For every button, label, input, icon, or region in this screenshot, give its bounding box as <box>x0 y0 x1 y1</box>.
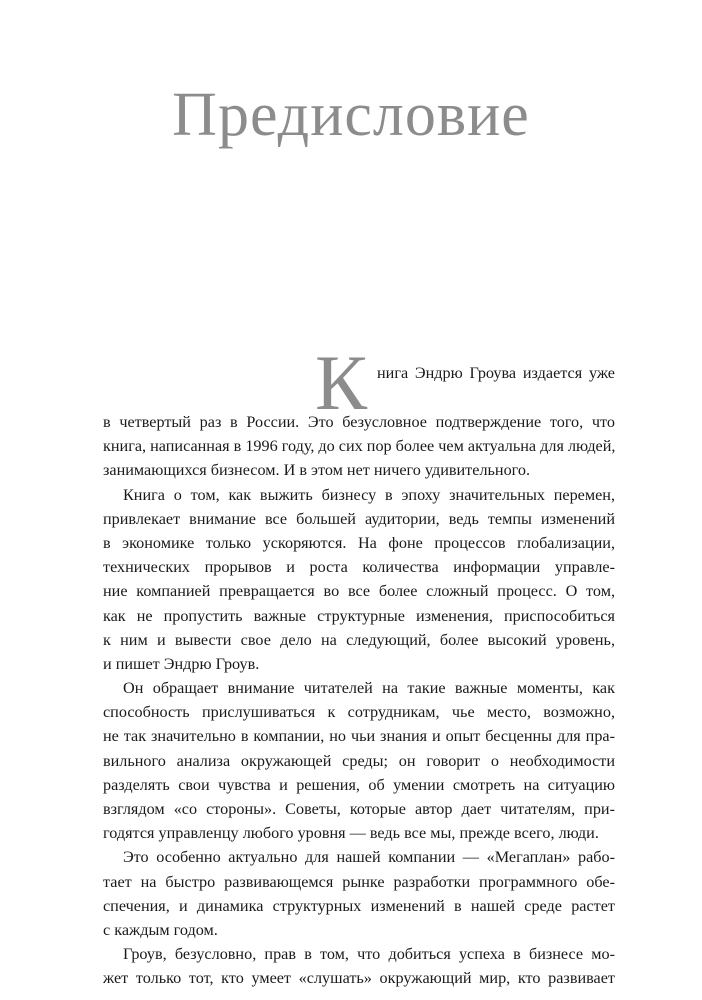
text-line: Гроув, безусловно, прав в том, что добиться успеха в бизнесе мо- <box>123 945 615 964</box>
page-title: Предисловие <box>172 81 530 149</box>
text-line: и пишет Эндрю Гроув. <box>103 654 260 673</box>
text-line: взглядом «со стороны». Советы, которые автор дает читателям, при- <box>103 800 615 818</box>
text-line: не так значительно в компании, но чьи знания и опыт бесценны для пра- <box>103 727 615 746</box>
drop-cap: К <box>315 339 368 426</box>
opener-line: нига Эндрю Гроува издается уже <box>377 364 615 382</box>
text-line: Книга о том, как выжить бизнесу в эпоху значительных перемен, <box>123 485 615 504</box>
text-line: технических прорывов и роста количества информации управле- <box>103 558 615 577</box>
text-line: способность прислушиваться к сотрудникам, чье место, возможно, <box>103 703 615 722</box>
text-line: разделять свои чувства и решения, об умении смотреть на ситуацию <box>103 775 615 794</box>
text-line: ние компанией превращается во все более сложный процесс. О том, <box>103 582 615 601</box>
text-line: к ним и вывести свое дело на следующий, более высокий уровень, <box>103 630 615 649</box>
text-line: годятся управленцу любого уровня — ведь все мы, прежде всего, люди. <box>103 824 599 843</box>
paragraph-opener <box>315 339 615 426</box>
text-line: в экономике только ускоряются. На фоне процессов глобализации, <box>103 533 615 552</box>
text-line: занимающихся бизнесом. И в этом нет ничего удивительного. <box>103 461 531 480</box>
text-line: в четвертый раз в России. Это безусловное подтверждение того, что <box>103 413 615 431</box>
body-text <box>103 410 615 991</box>
text-line: Это особенно актуально для нашей компании — «Мегаплан» рабо- <box>123 848 615 867</box>
text-line: привлекает внимание все большей аудитории, ведь темпы изменений <box>103 509 615 528</box>
text-line: как не пропустить важные структурные изменения, приспособиться <box>103 606 615 625</box>
text-line: вильного анализа окружающей среды; он говорит о необходимости <box>103 751 615 770</box>
text-line: жет только тот, кто умеет «слушать» окружающий мир, кто развивает <box>103 969 615 988</box>
text-line: тает на быстро развивающемся рынке разработки программного обе- <box>103 872 615 891</box>
text-line: Он обращает внимание читателей на такие важные моменты, как <box>123 679 615 698</box>
text-line: книга, написанная в 1996 году, до сих пор более чем актуальна для людей, <box>103 437 616 456</box>
text-line: спечения, и динамика структурных изменений в нашей среде растет <box>103 896 615 915</box>
text-line: с каждым годом. <box>103 920 218 939</box>
